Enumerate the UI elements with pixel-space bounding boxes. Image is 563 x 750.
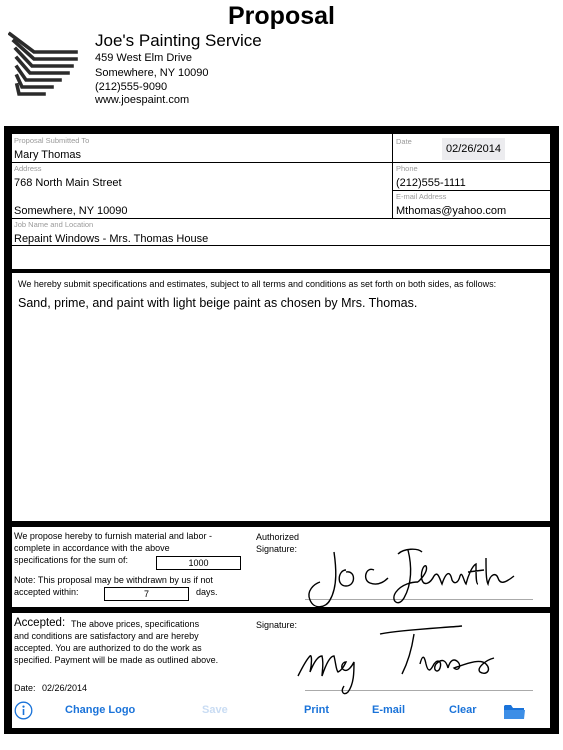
client-signature[interactable]	[290, 620, 535, 700]
acceptance-text-line2: and conditions are satisfactory and are hereby	[14, 631, 199, 641]
acceptance-text-line4: specified. Payment will be made as outlined above.	[14, 655, 219, 665]
save-button[interactable]: Save	[202, 704, 228, 716]
row-divider-1	[12, 162, 550, 163]
clear-button[interactable]: Clear	[449, 704, 477, 716]
submitted-to-label: Proposal Submitted To	[14, 136, 90, 145]
company-name: Joe's Painting Service	[95, 31, 262, 50]
email-button[interactable]: E-mail	[372, 704, 406, 716]
company-website: www.joespaint.com	[95, 94, 190, 106]
days-field[interactable]: 7	[104, 587, 189, 601]
company-phone: (212)555-9090	[95, 81, 168, 93]
phone-label: Phone	[396, 164, 418, 173]
job-field[interactable]: Repaint Windows - Mrs. Thomas House	[14, 233, 209, 245]
acceptance-date-field[interactable]: 02/26/2014	[42, 683, 88, 693]
row-divider-2	[392, 190, 550, 191]
acceptance-text-line1: The above prices, specifications	[71, 619, 200, 629]
job-label: Job Name and Location	[14, 220, 94, 229]
address-line2-field[interactable]: Somewhere, NY 10090	[14, 205, 128, 217]
submitted-to-field[interactable]: Mary Thomas	[14, 149, 82, 161]
acceptance-text-line3: accepted. You are authorized to do the work as	[14, 643, 202, 653]
acceptance-date-label: Date:	[14, 683, 36, 693]
date-field[interactable]: 02/26/2014	[442, 138, 505, 160]
company-logo	[8, 30, 82, 104]
accepted-label: Accepted:	[14, 617, 66, 629]
sum-field[interactable]: 1000	[156, 556, 241, 570]
authorized-signature[interactable]	[300, 536, 535, 616]
row-divider-3	[12, 218, 550, 219]
client-signature-label: Signature:	[256, 620, 298, 630]
withdraw-note-line2: accepted within:	[14, 587, 79, 597]
company-address1: 459 West Elm Drive	[95, 52, 192, 64]
address-line1-field[interactable]: 768 North Main Street	[14, 177, 122, 189]
company-address2: Somewhere, NY 10090	[95, 67, 209, 79]
specifications-panel	[12, 273, 550, 521]
phone-field[interactable]: (212)555-1111	[396, 177, 466, 189]
address-label: Address	[14, 164, 42, 173]
proposal-line3: specifications for the sum of:	[14, 555, 129, 565]
authorized-label: Authorized	[256, 532, 300, 542]
email-label: E-mail Address	[396, 192, 447, 201]
change-logo-button[interactable]: Change Logo	[65, 704, 136, 716]
email-field[interactable]: Mthomas@yahoo.com	[396, 205, 507, 217]
proposal-line2: complete in accordance with the above	[14, 543, 170, 553]
proposal-line1: We propose hereby to furnish material and labor -	[14, 531, 212, 541]
job-extra-field[interactable]	[12, 246, 550, 269]
specifications-text[interactable]: Sand, prime, and paint with light beige paint as chosen by Mrs. Thomas.	[18, 296, 418, 310]
info-divider	[392, 134, 393, 218]
specifications-intro: We hereby submit specifications and estimates, subject to all terms and conditions as set forth on both sides, as follows:	[18, 279, 497, 289]
withdraw-note-line1: Note: This proposal may be withdrawn by us if not	[14, 575, 213, 585]
info-icon[interactable]	[14, 701, 33, 720]
days-label: days.	[196, 587, 218, 597]
folder-icon[interactable]	[503, 703, 526, 720]
date-label: Date	[396, 137, 412, 146]
print-button[interactable]: Print	[304, 704, 330, 716]
page-title: Proposal	[228, 2, 335, 30]
authorized-signature-label: Signature:	[256, 544, 298, 554]
